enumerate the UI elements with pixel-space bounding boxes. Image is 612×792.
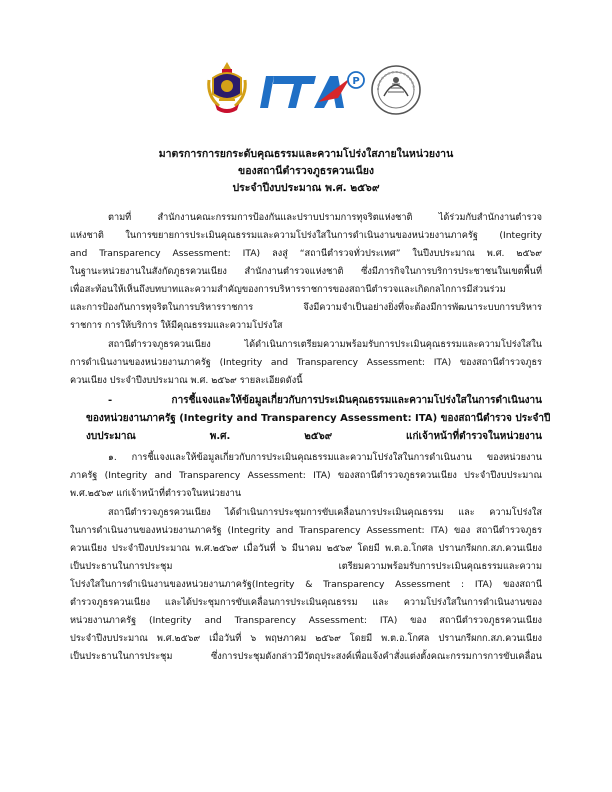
paragraph-4-line-5: โปร่งใสในการดำเนินงานของหน่วยงานภาครัฐ(Integrity & Transparency Assessment : ITA) ของสถานี	[70, 579, 542, 590]
paragraph-4-line-2: ในการดำเนินงานของหน่วยงานภาครัฐ (Integrity and Transparency Assessment: ITA) ของ สถานีตำรวจภูธร	[70, 525, 542, 536]
ita-p-mark-text: P	[352, 76, 360, 87]
paragraph-4-line-9: เป็นประธานในการประชุม ซึ่งการประชุมดังกล่าวมีวัตถุประสงค์เพื่อแจ้งคำสั่งแต่งตั้งคณะกรรมการการขับเคลื่อน	[70, 651, 542, 662]
paragraph-2-line-1: สถานีตำรวจภูธรควนเนียง ได้ดำเนินการเตรียมความพร้อมรับการประเมินคุณธรรมและความโปร่งใสใน	[108, 339, 542, 350]
document-title-line-2: ของสถานีตำรวจภูธรควนเนียง	[238, 165, 374, 177]
police-emblem-logo	[205, 60, 249, 118]
paragraph-3-line-3: พ.ศ.๒๕๖๙ แก่เจ้าหน้าที่ตำรวจในหน่วยงาน	[70, 488, 242, 499]
paragraph-1-line-4: ในฐานะหน่วยงานในสังกัดภูธรควนเนียง สำนักงานตำรวจแห่งชาติ ซึ่งมีภารกิจในการบริการประชาชนในเขตพื้นที่	[70, 266, 542, 277]
paragraph-4-line-3: ควนเนียง ประจำปีงบประมาณ พ.ศ.๒๕๖๙ เมื่อวันที่ ๖ มีนาคม ๒๕๖๙ โดยมี พ.ต.อ.โกศล ปรานกรีผกก.สภ.ควนเนียง	[70, 543, 542, 554]
section-heading-line-2: ของหน่วยงานภาครัฐ (Integrity and Transparency Assessment: ITA) ของสถานีตำรวจ ประจำปี	[86, 413, 551, 424]
paragraph-2-line-3: ควนเนียง ประจำปีงบประมาณ พ.ศ. ๒๕๖๙ รายละเอียดดังนี้	[70, 375, 303, 386]
paragraph-4-line-1: สถานีตำรวจภูธรควนเนียง ได้ดำเนินการประชุมการขับเคลื่อนการประเมินคุณธรรม และ ความโปร่งใส	[108, 507, 542, 518]
document-title-line-1: มาตรการการยกระดับคุณธรรมและความโปร่งใสภายในหน่วยงาน	[158, 148, 454, 160]
ita-logo	[258, 68, 368, 112]
paragraph-4-line-7: หน่วยงานภาครัฐ (Integrity and Transparency Assessment: ITA) ของ สถานีตำรวจภูธรควนเนียง	[70, 615, 542, 626]
paragraph-1-line-5: เพื่อสะท้อนให้เห็นถึงบทบาทและความสำคัญของการบริหารราชการของสถานีตำรวจและเกิดกลไกการมีส่วนร่วม	[70, 284, 506, 295]
paragraph-1-line-3: and Transparency Assessment: ITA) ลงสู่ “สถานีตำรวจทั่วประเทศ” ในปีงบประมาณ พ.ศ. ๒๕๖๙	[70, 248, 542, 259]
paragraph-2-line-2: การดำเนินงานของหน่วยงานภาครัฐ (Integrity and Transparency Assessment: ITA) ของสถานีตำรวจภูธร	[70, 357, 542, 368]
paragraph-1-line-6: และการป้องกันการทุจริตในการบริหารราชการ จึงมีความจำเป็นอย่างยิ่งที่จะต้องมีการพัฒนาระบบการบริหาร	[70, 302, 542, 313]
paragraph-1-line-7: ราชการ การให้บริการ ให้มีคุณธรรมและความโปร่งใส	[70, 320, 283, 331]
paragraph-4-line-6: ตำรวจภูธรควนเนียง และได้ประชุมการขับเคลื่อนการประเมินคุณธรรม และ ความโปร่งใสในการดำเนินงานของ	[70, 597, 542, 608]
logo-bar	[0, 58, 612, 122]
paragraph-3-line-2: ภาครัฐ (Integrity and Transparency Assessment: ITA) ของสถานีตำรวจภูธรควนเนียง ประจำปีงบประมาณ	[70, 470, 542, 481]
paragraph-1-line-2: แห่งชาติ ในการขยายการประเมินคุณธรรมและความโปร่งใสในการดำเนินงานของหน่วยงานภาครัฐ (Integrity	[70, 230, 542, 241]
paragraph-1-line-1: ตามที่ สำนักงานคณะกรรมการป้องกันและปราบปรามการทุจริตแห่งชาติ ได้ร่วมกับสำนักงานตำรวจ	[108, 212, 542, 223]
paragraph-3-line-1: ๑. การชี้แจงและให้ข้อมูลเกี่ยวกับการประเมินคุณธรรมและความโปร่งใสในการดำเนินงาน ของหน่วยงาน	[108, 452, 542, 463]
document-title-line-3: ประจำปีงบประมาณ พ.ศ. ๒๕๖๙	[232, 182, 380, 194]
paragraph-4-line-4: เป็นประธานในการประชุม เตรียมความพร้อมรับการประเมินคุณธรรมและความ	[70, 561, 542, 572]
section-heading-line-1: - การชี้แจงและให้ข้อมูลเกี่ยวกับการประเมินคุณธรรมและความโปร่งใสในการดำเนินงาน	[108, 395, 542, 406]
paragraph-4-line-8: ประจำปีงบประมาณ พ.ศ.๒๕๖๙ เมื่อวันที่ ๖ พฤษภาคม ๒๕๖๙ โดยมี พ.ต.อ.โกศล ปรานกรีผกก.สภ.ควนเนียง	[70, 633, 542, 644]
section-heading-line-3: งบประมาณ พ.ศ. ๒๕๖๙ แก่เจ้าหน้าที่ตำรวจในหน่วยงาน	[86, 431, 542, 442]
office-seal-logo	[370, 62, 422, 118]
